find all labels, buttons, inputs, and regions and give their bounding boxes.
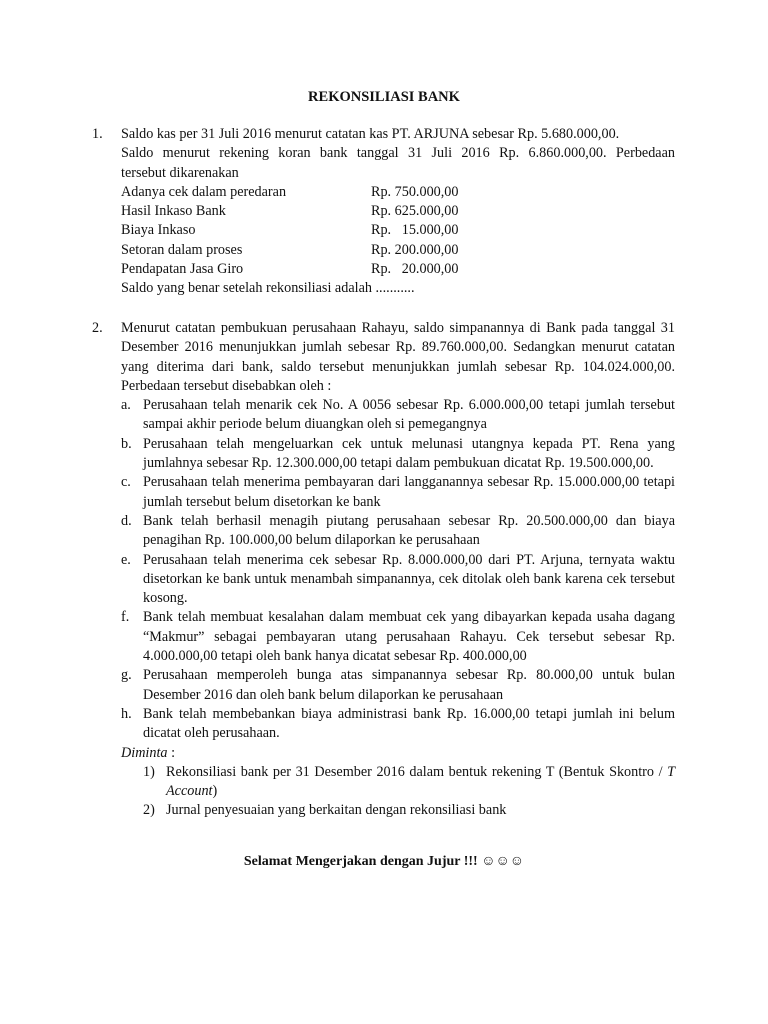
item-letter: f. [121,609,130,626]
item-letter: h. [121,705,132,722]
item-text: Perusahaan telah menarik cek No. A 0056 sebesar Rp. 6.000.000,00 tetapi jumlah tersebut sampai akhir periode belum diuangkan oleh si pemegangnya [143,397,675,433]
question-1-item [121,202,675,221]
question-2-item-b [121,435,675,474]
item-letter: g. [121,667,132,684]
item-letter: c. [121,474,131,491]
question-1-line-2: Saldo menurut rekening koran bank tanggal 31 Juli 2016 Rp. 6.860.000,00. Perbedaan [121,145,675,162]
requirement-number: 1) [143,763,155,780]
question-1-line-3: tersebut dikarenakan [121,164,239,181]
item-label: Adanya cek dalam peredaran [121,183,287,200]
item-text: Bank telah membuat kesalahan dalam membuat cek yang dibayarkan kepada usaha dagang “Makmur” sebagai pembayaran utang perusahaan Rahayu. Cek tersebut sebesar Rp. 4.000.000,00 tetapi oleh bank hanya dicatat sebesar Rp. 400.000,00 [143,609,675,665]
item-label: Pendapatan Jasa Giro [121,261,244,278]
item-text: Bank telah berhasil menagih piutang perusahaan sebesar Rp. 20.500.000,00 dan biaya penagihan Rp. 100.000,00 belum dilaporkan ke perusahaan [143,512,675,549]
requirement-2 [121,801,675,820]
question-1-item [121,183,675,202]
requirement-text: Rekonsiliasi bank per 31 Desember 2016 dalam bentuk rekening T (Bentuk Skontro / [166,763,668,780]
question-1-closing: Saldo yang benar setelah rekonsiliasi adalah ........... [121,280,415,297]
item-letter: d. [121,512,132,529]
item-amount: Rp. 625.000,00 [371,203,459,220]
question-2-item-a [121,396,675,435]
requirement-text: Jurnal penyesuaian yang berkaitan dengan rekonsiliasi bank [166,802,507,819]
question-2-item-d [121,512,675,551]
question-1-item [121,241,675,260]
question-1-number: 1. [92,126,103,142]
question-1-item [121,221,675,240]
requirement-end: ) [212,783,218,800]
question-2-item-c [121,473,675,512]
question-2-item-h [121,705,675,744]
question-2-items [121,396,675,743]
item-text: Perusahaan telah mengeluarkan cek untuk melunasi utangnya kepada PT. Rena yang jumlahnya sebesar Rp. 12.300.000,00 tetapi dalam pembukuan dicatat Rp. 19.500.000,00. [143,435,675,472]
question-1-item [121,260,675,279]
question-2-intro: Menurut catatan pembukuan perusahaan Rahayu, saldo simpanannya di Bank pada tanggal 31 Desember 2016 menunjukkan jumlah sebesar Rp. 89.760.000,00. Sedangkan menurut catatan yang diterima dari bank, saldo tersebut menunjukkan jumlah sebesar Rp. 104.024.000,00. Perbedaan tersebut disebabkan oleh : [121,320,675,394]
item-amount: Rp. 15.000,00 [371,222,459,239]
question-1 [121,125,675,299]
item-letter: e. [121,551,131,568]
diminta-label: Diminta [121,744,168,761]
question-1-items [121,183,675,279]
question-2 [121,319,675,821]
question-2-item-e [121,551,675,609]
question-2-item-f [121,608,675,666]
item-amount: Rp. 750.000,00 [371,183,459,200]
question-2-number: 2. [92,320,103,336]
item-label: Hasil Inkaso Bank [121,203,226,220]
requirement-1 [121,763,675,802]
diminta-heading [121,744,675,763]
document-title: REKONSILIASI BANK [308,89,460,105]
item-amount: Rp. 200.000,00 [371,241,459,258]
item-letter: b. [121,435,132,452]
item-label: Biaya Inkaso [121,222,196,239]
item-text: Perusahaan memperoleh bunga atas simpanannya sebesar Rp. 80.000,00 untuk bulan Desember 2016 dan oleh bank belum dilaporkan ke perusahaan [143,667,675,703]
item-label: Setoran dalam proses [121,241,243,258]
item-amount: Rp. 20.000,00 [371,261,459,278]
question-1-line-1: Saldo kas per 31 Juli 2016 menurut catatan kas PT. ARJUNA sebesar Rp. 5.680.000,00. [121,126,620,142]
closing-message: Selamat Mengerjakan dengan Jujur !!! ☺☺☺ [243,854,525,869]
requirement-italic: T Account [166,763,675,800]
diminta-suffix: : [167,744,176,761]
requirement-number: 2) [143,802,155,819]
item-letter: a. [121,397,131,414]
item-text: Perusahaan telah menerima pembayaran dari langganannya sebesar Rp. 15.000.000,00 tetapi jumlah tersebut belum disetorkan ke bank [143,474,675,510]
item-text: Perusahaan telah menerima cek sebesar Rp. 8.000.000,00 dari PT. Arjuna, ternyata waktu disetorkan ke bank untuk menambah simpanannya, cek ditolak oleh bank karena cek tersebut kosong. [143,551,675,607]
item-text: Bank telah membebankan biaya administrasi bank Rp. 16.000,00 tetapi jumlah ini belum dicatat oleh perusahaan. [143,705,675,742]
question-2-item-g [121,666,675,705]
